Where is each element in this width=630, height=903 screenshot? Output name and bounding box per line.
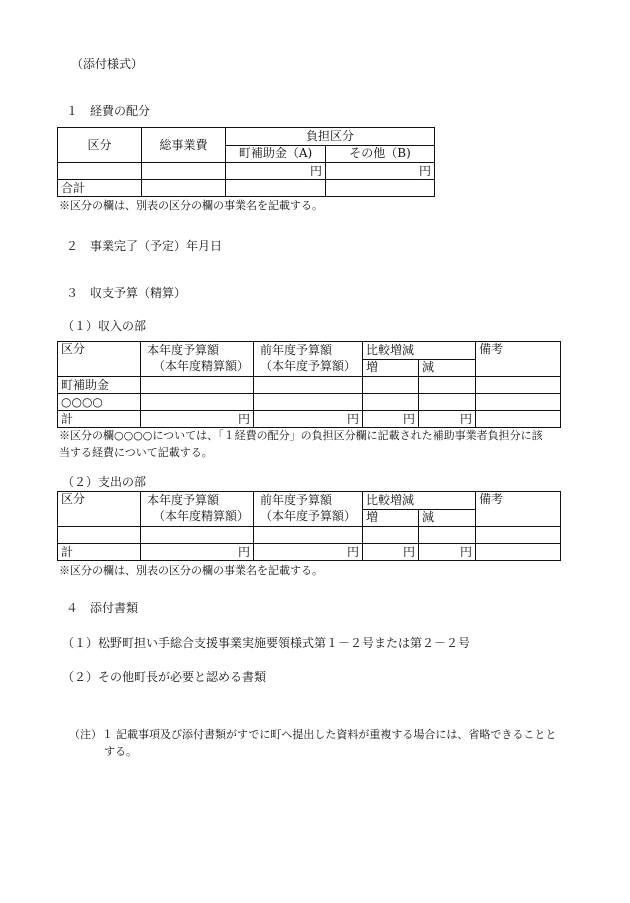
- row-total: 計: [58, 544, 141, 561]
- h-increase: 増: [363, 359, 419, 377]
- cell-empty: [476, 377, 561, 394]
- cell-empty: [226, 180, 326, 197]
- cell-empty: [419, 377, 476, 394]
- cell-yen: 円: [326, 163, 435, 180]
- h-this-year-line1: 本年度予算額: [147, 493, 220, 507]
- h-this-year-line2: （本年度精算額）: [153, 509, 250, 523]
- cell-empty: [142, 163, 226, 180]
- col-town-subsidy: 町補助金（A): [226, 145, 326, 163]
- cell-empty: [141, 394, 254, 411]
- col-futan-kubun: 負担区分: [226, 128, 435, 146]
- row-oooo: ○○○○: [58, 394, 141, 411]
- footnote-line2: する。: [104, 745, 137, 758]
- h-prev-year: [254, 492, 363, 527]
- expense-title: （２）支出の部: [62, 475, 147, 489]
- cell-yen: 円: [363, 544, 419, 561]
- col-other: その他（B): [326, 145, 435, 163]
- h-diff: 比較増減: [363, 492, 476, 510]
- h-this-year-line2: （本年度精算額）: [153, 359, 250, 373]
- cell-yen: 円: [141, 544, 254, 561]
- expense-note: ※区分の欄は、別表の区分の欄の事業名を記載する。: [59, 564, 323, 577]
- cell-empty: [141, 527, 254, 544]
- row-total-label: 合計: [58, 180, 142, 197]
- cell-empty: [476, 527, 561, 544]
- cell-empty: [363, 527, 419, 544]
- cell-yen: 円: [419, 411, 476, 428]
- h-decrease: 減: [419, 359, 476, 377]
- h-remarks: 備考: [476, 342, 561, 377]
- h-prev-year-line2: （本年度予算額）: [260, 509, 357, 523]
- cell-yen: 円: [363, 411, 419, 428]
- cell-empty: [419, 527, 476, 544]
- h-diff: 比較増減: [363, 342, 476, 360]
- h-this-year-line1: 本年度予算額: [147, 343, 220, 357]
- h-prev-year-line1: 前年度予算額: [260, 343, 333, 357]
- attachment-item-2: （２）その他町長が必要と認める書類: [62, 670, 267, 684]
- income-title: （１）収入の部: [62, 319, 147, 333]
- h-prev-year-line1: 前年度予算額: [260, 493, 333, 507]
- attachment-item-1: （１）松野町担い手総合支援事業実施要領様式第１－２号または第２－２号: [62, 636, 471, 650]
- h-this-year: [141, 492, 254, 527]
- h-decrease: 減: [419, 509, 476, 527]
- income-note-line1: ※区分の欄○○○○については、「１経費の配分」の負担区分欄に記載された補助事業者負担分に該: [59, 429, 543, 442]
- expense-allocation-table: [57, 127, 435, 197]
- cell-empty: [254, 377, 363, 394]
- cell-empty: [254, 394, 363, 411]
- row-town-subsidy: 町補助金: [58, 377, 141, 394]
- cell-empty: [476, 411, 561, 428]
- cell-empty: [58, 527, 141, 544]
- cell-yen: 円: [254, 544, 363, 561]
- footnote-label: （注）１: [69, 728, 113, 741]
- cell-yen: 円: [254, 411, 363, 428]
- row-total: 計: [58, 411, 141, 428]
- expense-table: [57, 491, 561, 561]
- form-label: （添付様式）: [71, 57, 144, 71]
- col-kubun: 区分: [58, 128, 142, 163]
- cell-empty: [476, 394, 561, 411]
- cell-empty: [142, 180, 226, 197]
- h-remarks: 備考: [476, 492, 561, 527]
- cell-empty: [141, 377, 254, 394]
- h-kubun: 区分: [58, 342, 141, 377]
- section-1-note: ※区分の欄は、別表の区分の欄の事業名を記載する。: [59, 199, 323, 212]
- cell-empty: [326, 180, 435, 197]
- cell-yen: 円: [226, 163, 326, 180]
- cell-empty: [254, 527, 363, 544]
- footnote-line1: 記載事項及び添付書類がすでに町へ提出した資料が重複する場合には、省略できることと: [116, 728, 557, 741]
- cell-empty: [363, 377, 419, 394]
- h-this-year: [141, 342, 254, 377]
- h-prev-year-line2: （本年度予算額）: [260, 359, 357, 373]
- col-total-cost: 総事業費: [142, 128, 226, 163]
- h-increase: 増: [363, 509, 419, 527]
- cell-empty: [476, 544, 561, 561]
- h-prev-year: [254, 342, 363, 377]
- section-4-title: ４ 添付書類: [66, 601, 139, 615]
- section-1-title: １ 経費の配分: [66, 104, 151, 118]
- section-2-title: ２ 事業完了（予定）年月日: [66, 239, 223, 253]
- income-note-line2: 当する経費について記載する。: [59, 446, 213, 459]
- cell-empty: [363, 394, 419, 411]
- h-kubun: 区分: [58, 492, 141, 527]
- cell-empty: [419, 394, 476, 411]
- section-3-title: ３ 収支予算（精算）: [66, 286, 187, 300]
- cell-yen: 円: [141, 411, 254, 428]
- cell-empty: [58, 163, 142, 180]
- cell-yen: 円: [419, 544, 476, 561]
- income-table: [57, 341, 561, 428]
